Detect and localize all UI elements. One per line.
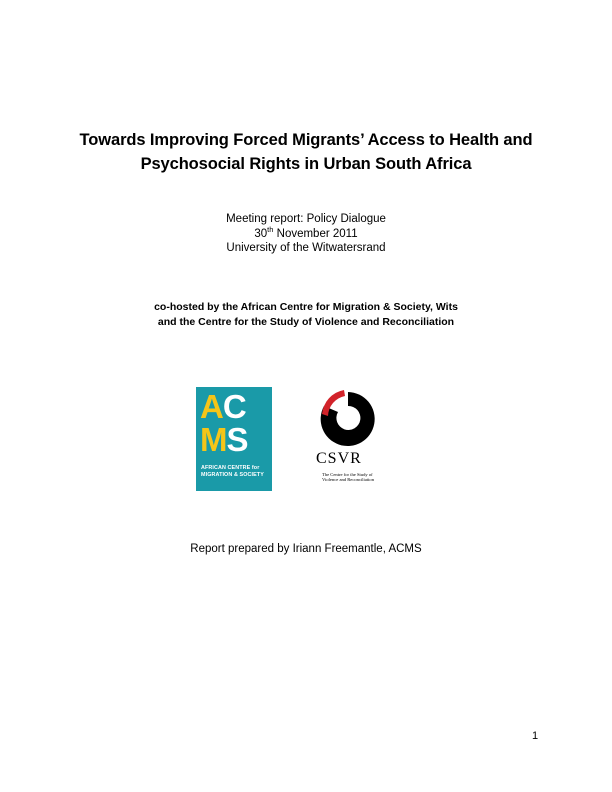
date-suffix: th (267, 224, 274, 234)
prepared-by: Report prepared by Iriann Freemantle, ACMS (190, 543, 422, 555)
acms-logo-row-1 (200, 390, 246, 424)
meeting-type: Meeting report: Policy Dialogue (226, 213, 386, 225)
report-title (56, 128, 556, 176)
page-number: 1 (532, 730, 539, 742)
cohost-statement (66, 300, 546, 330)
acms-sub-line-2: MIGRATION & SOCIETY (201, 472, 264, 478)
csvr-ring-icon (316, 386, 380, 448)
csvr-logo (312, 386, 392, 491)
title-line-2: Psychosocial Rights in Urban South Africa (140, 155, 472, 173)
meeting-date (106, 224, 506, 242)
acms-logo-subtitle (201, 465, 271, 479)
acms-letter-m: M (200, 421, 227, 458)
cohost-line-1: co-hosted by the African Centre for Migration & Society, Wits (154, 301, 458, 313)
meeting-venue: University of the Witwatersrand (226, 242, 386, 254)
date-rest: November 2011 (273, 227, 358, 240)
acms-letter-s: S (226, 421, 248, 458)
cohost-line-2: and the Centre for the Study of Violence and Reconciliation (157, 316, 455, 328)
csvr-tag-line-1: The Centre for the Study of (322, 472, 373, 477)
acms-logo-row-2 (200, 423, 248, 457)
csvr-tag-line-2: Violence and Reconciliation (322, 477, 375, 483)
title-line-1: Towards Improving Forced Migrants’ Access to Health and (79, 131, 533, 149)
csvr-tagline (322, 472, 394, 483)
acms-sub-line-1: AFRICAN CENTRE for (201, 465, 260, 471)
csvr-wordmark: CSVR (316, 450, 362, 467)
acms-letter-c: C (222, 388, 246, 425)
acms-logo (196, 387, 272, 491)
acms-letter-a: A (200, 388, 223, 425)
meeting-info (106, 212, 506, 256)
date-day: 30 (254, 227, 268, 240)
